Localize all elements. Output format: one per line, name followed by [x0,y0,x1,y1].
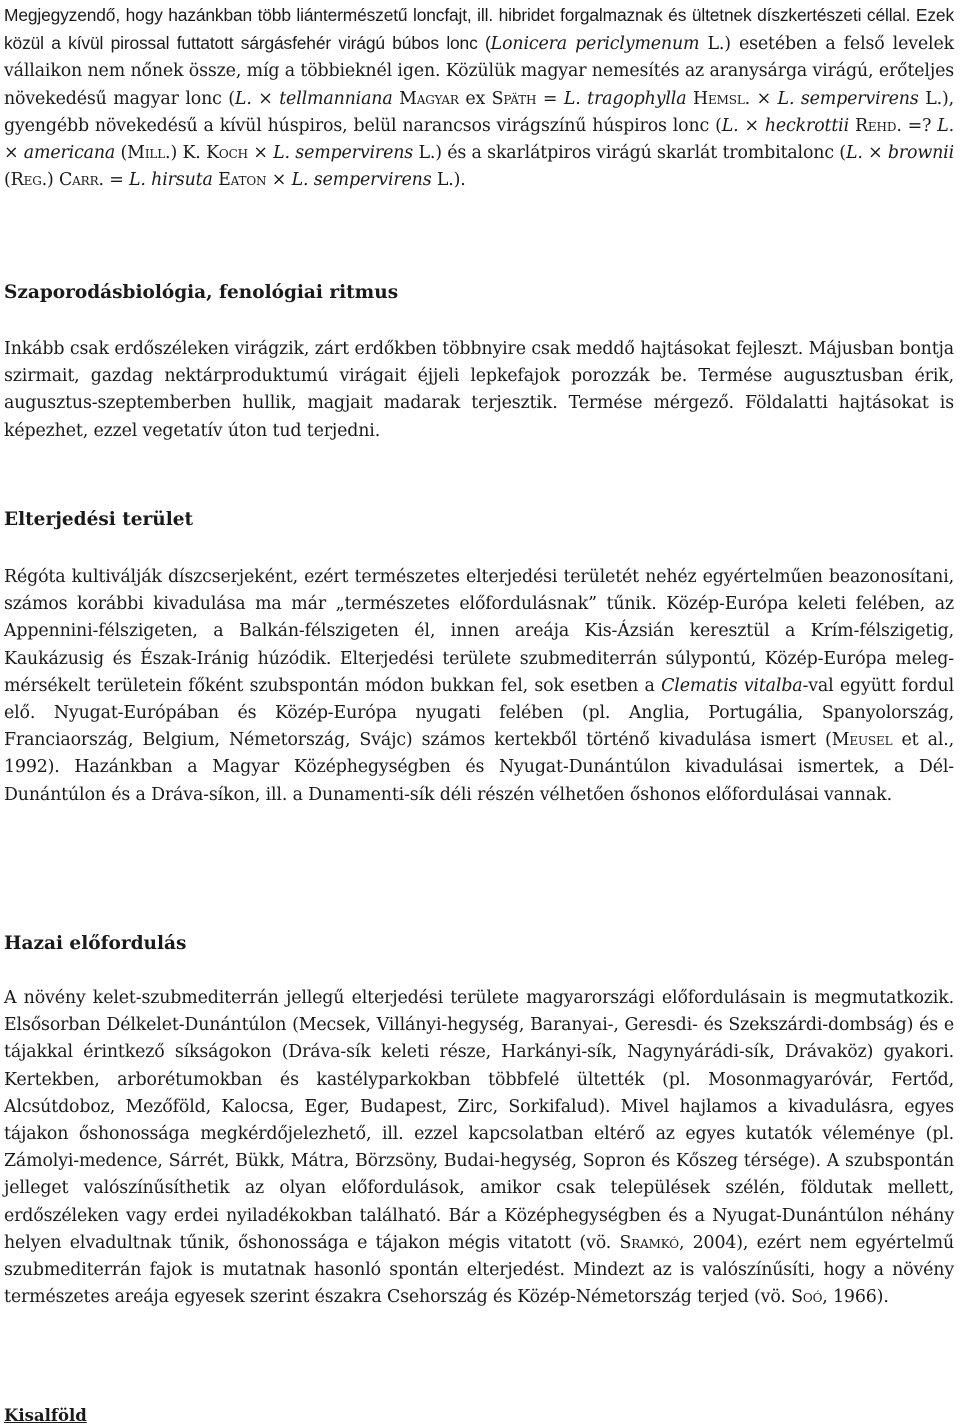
intro-taxon-3: L. tragophylla [563,88,687,109]
intro-taxon-4: L. sempervirens [777,88,919,109]
intro-taxon-9: L. hirsuta [129,170,213,191]
intro-text-5: L.). [431,170,466,191]
intro-ex: ex [458,88,492,109]
intro-author-5: Mill. [127,143,171,164]
section-heading-domestic: Hazai előfordulás [4,933,187,954]
intro-times-3: × [266,170,292,191]
intro-text-1: Megjegyzendő, hogy hazánkban több liántermészetű loncfajt, ill. hibridet forgalmaznak és ültetnek díszkertészeti céllal. Ezek közül a kívül pirossal futtatott sárgásfehér virágú búbos lonc ( [4,5,954,54]
section-heading-distribution: Elterjedési terület [4,509,194,530]
intro-times-1: × [750,88,778,109]
intro-taxon-2: L. × tellmanniana [234,88,393,109]
domestic-text-1: A növény kelet-szubmediterrán jellegű elterjedési területe magyarországi előfordulásain is megmutatkozik. Elsősorban Délkelet-Dunántúlon (Mecsek, Villányi-hegység, Baranyai-, Geresdi- és Szekszárdi-dombság) és e tájakkal érintkező síkságokon (Dráva-sík keleti része, Harkányi-sík, Nagynyárádi-sík, Drávaköz) gyakori. Kertekben, arborétumokban és kastélyparkokban többfelé ültették (pl. Mosonmagyaróvár, Fertőd, Alcsútdoboz, Mezőföld, Kalocsa, Eger, Budapest, Zirc, Sorkifalud). Mivel hajlamos a kivadulásra, egyes tájakon őshonossága megkérdőjelezhető, ill. ezzel kapcsolatban eltérő az egyes kutatók véleménye (pl. Zámolyi-medence, Sárrét, Bükk, Mátra, Börzsöny, Budai-hegység, Sopron és Kőszeg térsége). A szubspontán jelleget valószínűsíthetik az olyan előfordulások, amikor csak települések szélén, földutak mellett, erdőszéleken vagy erdei nyiladékokban található. Bár a Középhegységben és a Nyugat-Dunántúlon néhány helyen elvadultnak tűnik, őshonossága e tájakon mégis vitatott (vö. [4,988,954,1253]
intro-author-4: Rehd. [849,115,902,136]
kisalfold-link[interactable]: Kisalföld [4,1406,87,1425]
section-body-phenology: Inkább csak erdőszéleken virágzik, zárt erdőkben többnyire csak meddő hajtásokat fejleszt. Májusban bontja szirmait, gazdag nektárproduktumú virágait éjjeli lepkefajok porozzák be. Termése augusztusban érik, augusztus-szeptemberben hullik, magjait madarak terjesztik. Termése mérgező. Földalatti hajtásokat is képezhet, ezzel vegetatív úton tud terjedni. [4,339,954,441]
distribution-author: Meusel [831,730,893,751]
intro-eq-1: = [536,88,564,109]
intro-author-6: Koch [206,143,248,164]
section-heading-phenology: Szaporodásbiológia, fenológiai ritmus [4,282,399,303]
intro-taxon-1: Lonicera periclymenum [490,34,700,55]
intro-text-2: L.) esetében a felső levelek vállaikon nem nőnek össze, míg a többieknél igen. Közülük magyar nemesítés az aranysárga virágú, erőteljes növekedésű magyar lonc ( [4,34,954,109]
intro-eq-2: = [103,170,130,191]
domestic-author-2: Soó [791,1287,823,1308]
section-body-domestic [4,985,954,1311]
domestic-text-3: , 1966). [822,1287,889,1308]
intro-times-2: × [247,143,274,164]
intro-taxon-8: L. × brownii [845,143,954,164]
intro-taxon-6: L. × americana [4,115,955,164]
intro-author-7: (Reg.) Carr. [4,170,104,191]
intro-author-1: Magyar [392,88,459,109]
intro-author-3: Hemsl. [686,88,751,109]
distribution-text-1: Régóta kultiválják díszcserjeként, ezért természetes elterjedési területét nehéz egyértelműen beazonosítani, számos korábbi kivadulása ma már „természetes előfordulásnak” tűnik. Közép-Európa keleti felében, az Appennini-félszigeten, a Balkán-félszigeten él, innen areája Kis-Ázsián keresztül a Krím-félszigetig, Kaukázusig és Észak-Iránig húzódik. Elterjedési területe szubmediterrán súlypontú, Közép-Európa meleg-mérsékelt területein főként szubspontán módon bukkan fel, sok esetben a [4,567,954,696]
intro-author-8: Eaton [212,170,267,191]
intro-paren: ( [115,143,128,164]
intro-k: ) K. [170,143,207,164]
intro-text-3: L.), gyengébb növekedésű a kívül húspiros, belül narancsos virágszínű húspiros lonc ( [4,88,954,136]
intro-taxon-7: L. sempervirens [273,143,414,164]
intro-taxon-10: L. sempervirens [291,170,432,191]
intro-taxon-5: L. × heckrottii [721,115,850,136]
intro-paragraph [4,2,954,194]
intro-q: =? [901,115,938,136]
intro-author-2: Späth [491,88,537,109]
domestic-author-1: Sramkó [619,1232,679,1253]
distribution-text-2: -val együtt fordul elő. Nyugat-Európában és Közép-Európa nyugati felében (pl. Anglia, Portugália, Spanyolország, Franciaország, Belgium, Németország, Svájc) számos kertekből történő kivadulása ismert ( [4,675,954,751]
distribution-text-3: et al., 1992). Hazánkban a Magyar Középhegységben és Nyugat-Dunántúlon kivadulásai ismertek, a Dél-Dunántúlon és a Dráva-síkon, ill. a Dunamenti-sík déli részén vélhetően őshonos előfordulásai vannak. [4,730,955,805]
intro-text-4: L.) és a skarlátpiros virágú skarlát trombitalonc ( [413,143,846,164]
domestic-text-2: , 2004), ezért nem egyértelmű szubmediterrán fajok is mutatnak hasonló spontán elterjedést. Mindezt az is valószínűsíti, hogy a növény természetes areája egyesek szerint északra Csehország és Közép-Németország terjed (vö. [4,1232,954,1308]
distribution-taxon: Clematis vitalba [661,675,803,696]
section-body-distribution [4,564,954,809]
